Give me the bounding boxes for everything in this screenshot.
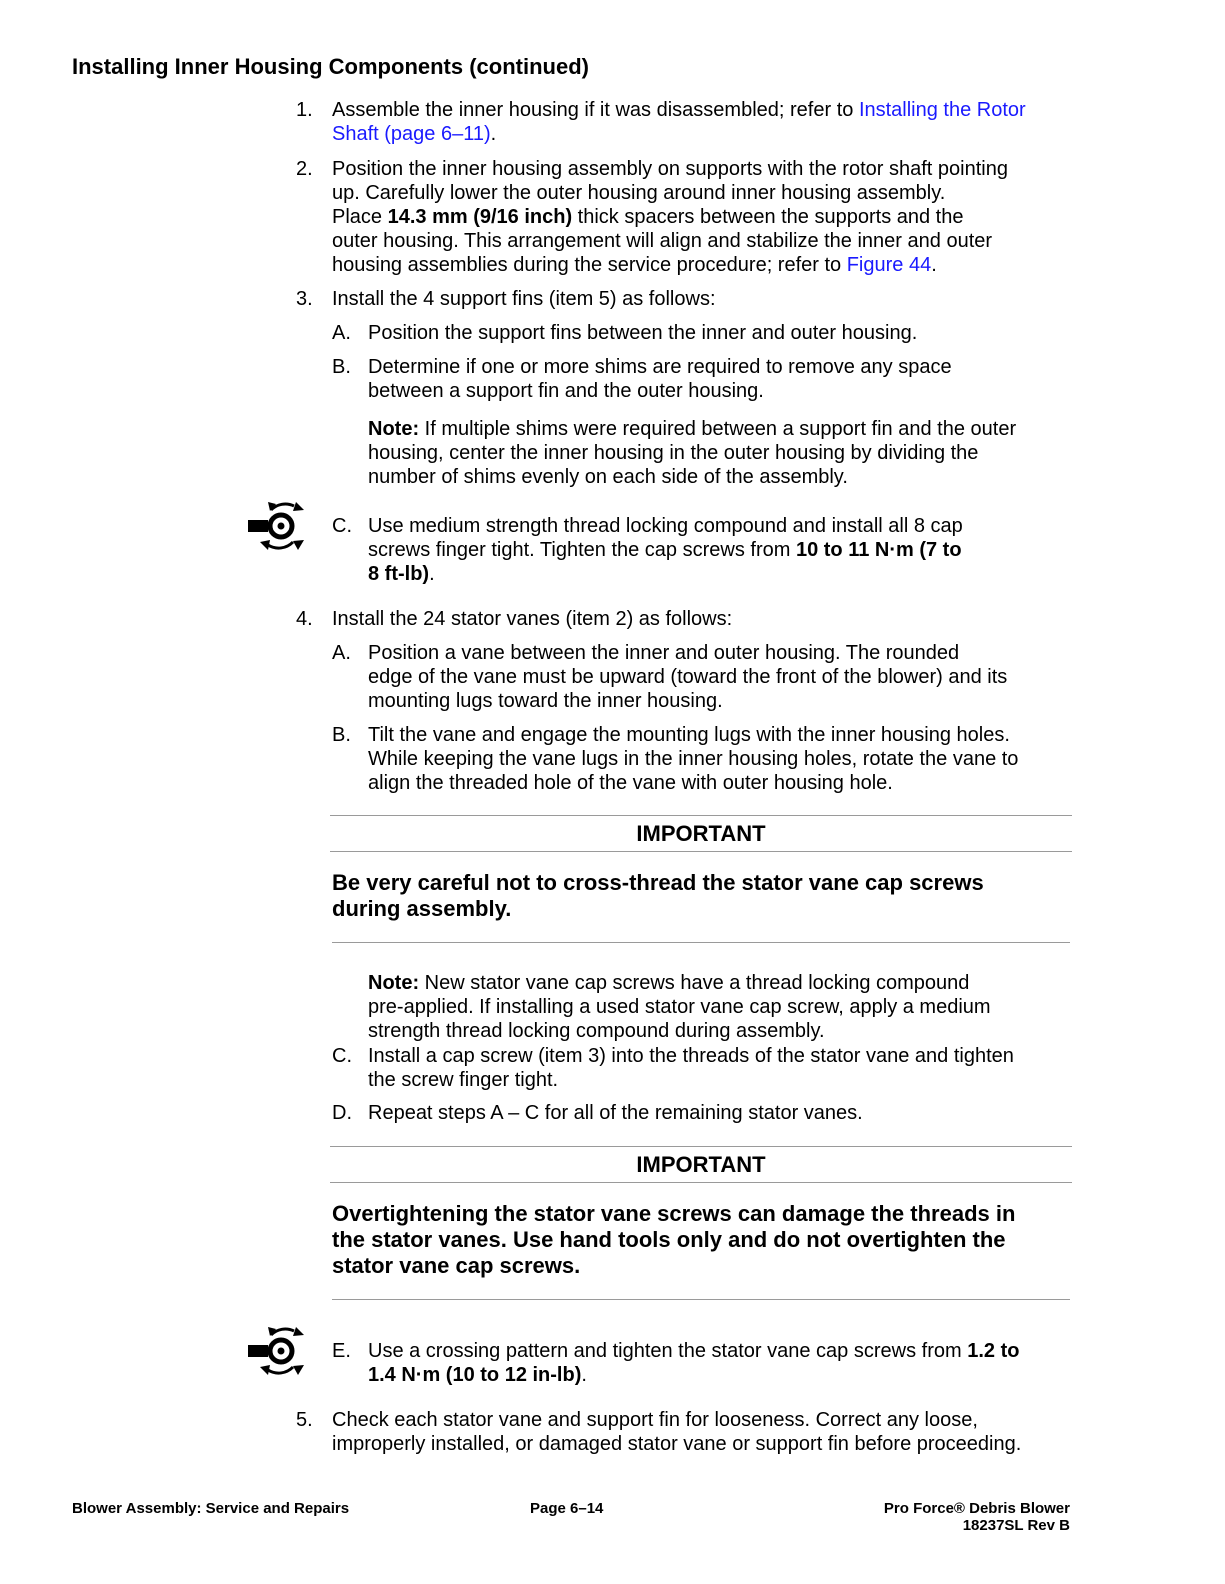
substep-line: Position a vane between the inner and outer housing. The rounded: [368, 642, 960, 664]
note-line1: New stator vane cap screws have a thread locking compound: [419, 972, 970, 994]
substep-letter: B.: [332, 356, 351, 378]
step-2-line3-b: thick spacers between the supports and the: [572, 206, 964, 228]
step-2-line: Position the inner housing assembly on supports with the rotor shaft pointing: [332, 158, 1008, 180]
link-figure-44[interactable]: Figure 44: [846, 254, 932, 276]
note-line: [368, 971, 991, 995]
substep-3c-text: [368, 514, 963, 586]
substep-4e-line2-b: .: [581, 1364, 587, 1386]
torque-value: 1.4 N·m (10 to 12 in-lb): [368, 1364, 582, 1386]
note-line: pre-applied. If installing a used stator vane cap screw, apply a medium: [368, 996, 991, 1018]
note-label: Note:: [368, 972, 420, 994]
substep-letter: A.: [332, 642, 351, 664]
footer-product: [770, 1500, 1070, 1534]
important-bottom-rule: [332, 942, 1070, 943]
important-top-rule: [330, 815, 1072, 816]
note-line: [368, 417, 1016, 441]
important-line: Overtightening the stator vane screws can damage the threads in: [332, 1201, 1016, 1226]
important-title: IMPORTANT: [636, 821, 766, 846]
important-body: [332, 1201, 1015, 1279]
torque-value: 8 ft-lb): [368, 563, 430, 585]
step-number: 5.: [296, 1409, 313, 1431]
substep-line: Determine if one or more shims are required to remove any space: [368, 356, 952, 378]
note-line: housing, center the inner housing in the outer housing by dividing the: [368, 442, 979, 464]
substep-3c-line2-a: screws finger tight. Tighten the cap screws from: [368, 539, 796, 561]
important-bottom-rule: [332, 1299, 1070, 1300]
substep-line: [368, 1363, 1019, 1387]
substep-line: edge of the vane must be upward (toward the front of the blower) and its: [368, 666, 1008, 688]
footer-page-number: Page 6–14: [530, 1500, 604, 1517]
substep-line: While keeping the vane lugs in the inner housing holes, rotate the vane to: [368, 748, 1019, 770]
spacer-thickness: 14.3 mm (9/16 inch): [387, 206, 573, 228]
important-mid-rule: [330, 851, 1072, 852]
step-2-text: [332, 157, 1008, 277]
important-body: [332, 870, 984, 922]
step-number: 1.: [296, 99, 313, 121]
step-5-line: improperly installed, or damaged stator vane or support fin before proceeding.: [332, 1433, 1022, 1455]
substep-line: [368, 1339, 1019, 1363]
torque-value: 1.2 to: [967, 1340, 1020, 1362]
substep-letter: D.: [332, 1102, 352, 1124]
important-mid-rule: [330, 1182, 1072, 1183]
substep-line: between a support fin and the outer housing.: [368, 380, 764, 402]
substep-4e-text: [368, 1339, 1019, 1387]
substep-letter: C.: [332, 515, 352, 537]
substep-3c-line3-b: .: [429, 563, 435, 585]
note-shims: [368, 417, 1016, 489]
substep-line: Install a cap screw (item 3) into the threads of the stator vane and tighten: [368, 1045, 1014, 1067]
step-1-text-a: Assemble the inner housing if it was disassembled; refer to: [332, 99, 859, 121]
footer-section-title: Blower Assembly: Service and Repairs: [72, 1500, 350, 1517]
footer-document-id: 18237SL Rev B: [962, 1517, 1070, 1534]
step-2-line5-b: .: [931, 254, 937, 276]
step-5-text: [332, 1408, 1021, 1456]
footer-product-name: Pro Force® Debris Blower: [883, 1500, 1070, 1517]
step-number: 4.: [296, 608, 313, 630]
substep-line: mounting lugs toward the inner housing.: [368, 690, 723, 712]
substep-letter: A.: [332, 322, 351, 344]
substep-4d-text: Repeat steps A – C for all of the remaining stator vanes.: [368, 1102, 863, 1124]
step-2-line: up. Carefully lower the outer housing around inner housing assembly.: [332, 182, 946, 204]
section-heading: Installing Inner Housing Components (continued): [72, 54, 589, 79]
substep-3b-text: [368, 355, 952, 403]
substep-line: Tilt the vane and engage the mounting lugs with the inner housing holes.: [368, 724, 1010, 746]
substep-letter: B.: [332, 724, 351, 746]
substep-letter: E.: [332, 1340, 351, 1362]
torque-wrench-icon: [246, 1323, 306, 1383]
substep-line: the screw finger tight.: [368, 1069, 559, 1091]
substep-4a-text: [368, 641, 1007, 713]
substep-4b-text: [368, 723, 1018, 795]
torque-wrench-icon: [246, 498, 306, 558]
substep-4e-line1-a: Use a crossing pattern and tighten the stator vane cap screws from: [368, 1340, 968, 1362]
link-installing-rotor-shaft[interactable]: Installing the Rotor Shaft (page 6–11): [332, 99, 1026, 145]
step-2-line: [332, 253, 1008, 277]
step-2-line3-a: Place: [332, 206, 388, 228]
step-number: 3.: [296, 288, 313, 310]
substep-3a-text: Position the support fins between the inner and outer housing.: [368, 322, 918, 344]
note-line1: If multiple shims were required between a support fin and the outer: [419, 418, 1017, 440]
step-1-text: [332, 98, 1052, 146]
substep-letter: C.: [332, 1045, 352, 1067]
substep-4c-text: [368, 1044, 1014, 1092]
important-top-rule: [330, 1146, 1072, 1147]
important-line: during assembly.: [332, 896, 512, 921]
substep-line: [368, 562, 963, 586]
note-line: strength thread locking compound during assembly.: [368, 1020, 825, 1042]
step-3-text: Install the 4 support fins (item 5) as follows:: [332, 288, 716, 310]
step-2-line: [332, 205, 1008, 229]
note-line: number of shims evenly on each side of the assembly.: [368, 466, 848, 488]
important-line: the stator vanes. Use hand tools only and do not overtighten the: [332, 1227, 1006, 1252]
step-2-line5-a: housing assemblies during the service procedure; refer to: [332, 254, 847, 276]
step-1-text-b: .: [490, 123, 497, 145]
step-2-line: outer housing. This arrangement will align and stabilize the inner and outer: [332, 230, 993, 252]
important-line: stator vane cap screws.: [332, 1253, 581, 1278]
substep-line: Use medium strength thread locking compound and install all 8 cap: [368, 515, 963, 537]
important-title: IMPORTANT: [636, 1152, 766, 1177]
torque-value: 10 to 11 N·m (7 to: [795, 539, 962, 561]
note-label: Note:: [368, 418, 420, 440]
note-stator-screws: [368, 971, 991, 1043]
important-line: Be very careful not to cross-thread the stator vane cap screws: [332, 870, 984, 895]
step-5-line: Check each stator vane and support fin for looseness. Correct any loose,: [332, 1409, 978, 1431]
substep-line: [368, 538, 963, 562]
step-number: 2.: [296, 158, 313, 180]
step-4-text: Install the 24 stator vanes (item 2) as follows:: [332, 608, 733, 630]
substep-line: align the threaded hole of the vane with outer housing hole.: [368, 772, 893, 794]
